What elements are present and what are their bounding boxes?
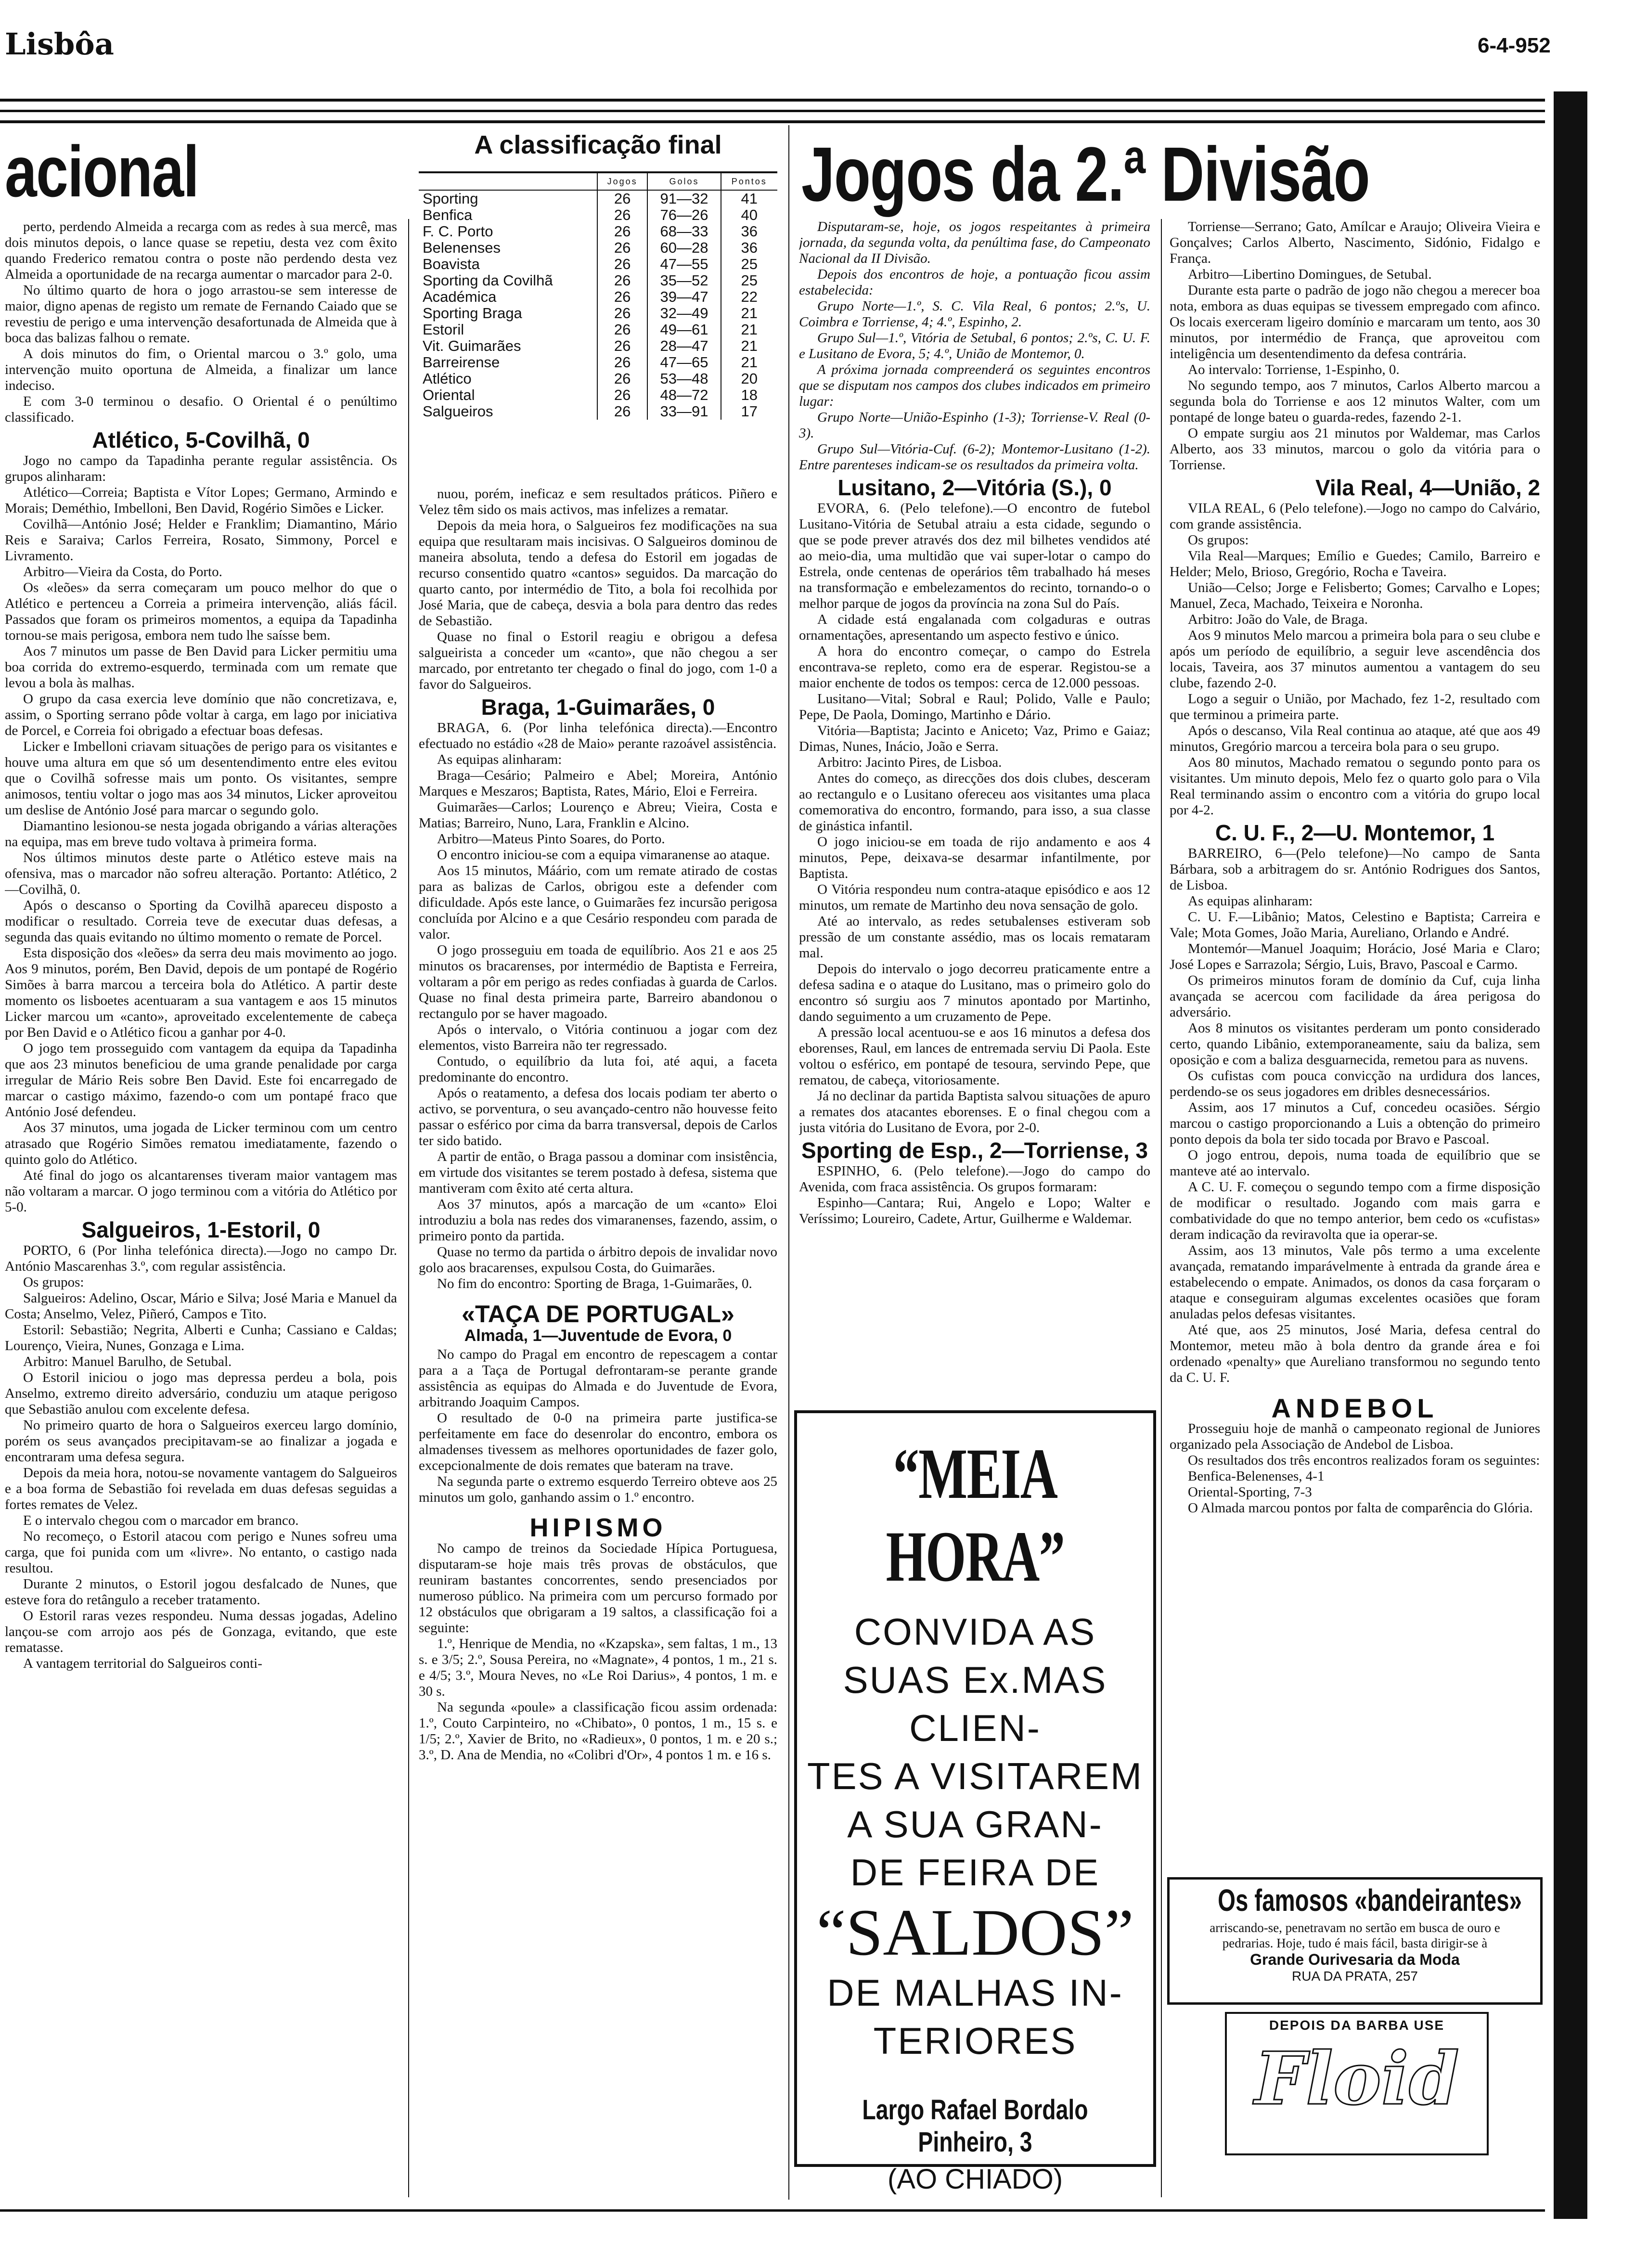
paragraph: Espinho—Cantara; Rui, Angelo e Lopo; Walter e Veríssimo; Loureiro, Cadete, Artur, Guilherme e Waldemar. [799,1195,1150,1226]
team-cell: Oriental [423,387,475,403]
heading-cuf: C. U. F., 2—U. Montemor, 1 [1215,820,1495,845]
paragraph: O jogo prosseguiu em toada de equilíbrio. Aos 21 e aos 25 minutos os bracarenses, por intermédio de Baptista e Ferreira, voltaram a pôr em perigo as redes confiadas à guarda de Carlos. Quase no final desta primeira parte, Barreiro abandonou o rectangulo por se haver magoado. [419,942,777,1021]
paragraph: Aos 7 minutos um passe de Ben David para Licker permitiu uma boa corrida do extremo-esquerdo, terminada com um remate que levou a bola às malhas. [5,644,397,691]
paragraph: EVORA, 6. (Pelo telefone).—O encontro de futebol Lusitano-Vitória de Setubal atraiu a esta cidade, segundo o que se pode prever através dos dez mil bilhetes vendidos até ao meio-dia, uma multidão que vai super-lotar o campo do Estrela, onde centenas de operários têm trabalhado há meses na transformação e embelezamentos do recinto, tornando-o o melhor parque de jogos da província na zona Sul do País. [799,501,1150,611]
paragraph: nuou, porém, ineficaz e sem resultados práticos. Piñero e Velez têm sido os mais activos, mas infelizes a rematar. [419,486,777,517]
paragraph: Arbitro—Vieira da Costa, do Porto. [23,564,222,580]
jogos-cell: 26 [597,240,648,256]
team-cell: Sporting da Covilhã [423,272,553,289]
paragraph: E com 3-0 terminou o desafio. O Oriental é o penúltimo classificado. [5,394,397,425]
paragraph: Oriental-Sporting, 7-3 [1188,1484,1312,1500]
column-2 [419,486,777,2204]
paragraph: Contudo, o equilíbrio da luta foi, até aqui, a faceta predominante do encontro. [419,1054,777,1085]
jogos-cell: 26 [597,190,648,207]
paragraph: O jogo iniciou-se em toada de rijo andamento e aos 4 minutos, Pepe, deixava-se desarmar infantilmente, por Baptista. [799,834,1150,881]
paragraph: Depois dos encontros de hoje, a pontuação ficou assim estabelecida: [799,267,1150,298]
paragraph: Aos 37 minutos, uma jogada de Licker terminou com um centro atrasado que Rogério Simões rematou imediatamente, fazendo o quinto golo do Atlético. [5,1120,397,1167]
paragraph: A partir de então, o Braga passou a dominar com insistência, em virtude dos visitantes se terem postado à defesa, sistema que mantiveram com êxito até certa altura. [419,1149,777,1196]
paragraph: Os grupos: [23,1275,84,1290]
bandeirantes-street: RUA DA PRATA, 257 [1292,1969,1418,1984]
meia-hora-address2: (AO CHIADO) [887,2164,1063,2195]
paragraph: Até final do jogo os alcantarenses tiveram maior vantagem mas não voltaram a marcar. O jogo terminou com a vitória do Atlético por 5-0. [5,1168,397,1215]
paragraph: 1.º, Henrique de Mendia, no «Kzapska», sem faltas, 1 m., 13 s. e 3/5; 2.º, Sousa Pereira, no «Magnate», 4 pontos, 1 m., 21 s. e 4/5; 3.º, Moura Neves, no «Le Roi Darius», 4 pontos, 1 m. e 30 s. [419,1636,777,1699]
paragraph: O jogo entrou, depois, numa toada de equilíbrio que se manteve até ao intervalo. [1170,1147,1540,1179]
meia-hora-ad [794,1410,1156,2195]
paragraph: Até ao intervalo, as redes setubalenses estiveram sob pressão de um constante assédio, mas os locais remataram mal. [799,914,1150,961]
paragraph: No recomeço, o Estoril atacou com perigo e Nunes sofreu uma carga, que foi punida com um «livre». No entanto, o castigo nada resultou. [5,1529,397,1576]
paragraph: perto, perdendo Almeida a recarga com as redes à sua mercê, mas dois minutos depois, o lance quase se repetiu, desta vez com êxito quando Frederico rematou contra o poste não perdendo desta vez Almeida a oportunidade de na recarga aumentar o marcador para 2-0. [5,219,397,282]
headline-right: Jogos da 2.ª Divisão [801,131,1370,217]
pontos-cell: 21 [721,322,777,338]
paragraph: O grupo da casa exercia leve domínio que não concretizava, e, assim, o Sporting serrano pôde voltar à carga, em lago por iniciativa de Porcel, e Correia foi obrigado a efectuar boas defesas. [5,691,397,738]
paragraph: Após o intervalo, o Vitória continuou a jogar com dez elementos, visto Barreira não ter regressado. [419,1022,777,1053]
paragraph: C. U. F.—Libânio; Matos, Celestino e Baptista; Carreira e Vale; Mota Gomes, João Maria, Aureliano, Orlando e André. [1170,909,1540,941]
paragraph: Prosseguiu hoje de manhã o campeonato regional de Juniores organizado pela Associação de Andebol de Lisboa. [1170,1421,1540,1452]
classification-table [419,173,777,420]
table-row [419,272,777,289]
paragraph: Aos 8 minutos os visitantes perderam um ponto considerado certo, quando Libânio, extemporaneamente, saiu da baliza, sem oposição e com a baliza desguarnecida, remetou para as nuvens. [1170,1020,1540,1068]
team-cell: Belenenses [423,239,501,256]
jogos-cell: 26 [597,289,648,305]
heading-braga: Braga, 1-Guimarães, 0 [481,695,715,720]
paragraph: O encontro iniciou-se com a equipa vimaranense ao ataque. [437,847,770,863]
table-row [419,190,777,207]
paragraph: Esta disposição dos «leões» da serra deu mais movimento ao jogo. Aos 9 minutos, porém, Ben David, depois de um pontapé de Rogério Simões à barra marcou a terceira bola do Atlético. A partir deste momento os lisboetes acentuaram a sua vantagem e aos 15 minutos Licker marcou um «canto», aproveitado excelentemente de cabeça por Ben David e o Atlético ficou a ganhar por 4-0. [5,945,397,1040]
table-row [419,354,777,371]
golos-cell: 35—52 [647,272,721,289]
paragraph: As equipas alinharam: [437,752,562,767]
paragraph: No fim do encontro: Sporting de Braga, 1-Guimarães, 0. [437,1276,752,1291]
paragraph: Grupo Norte—1.º, S. C. Vila Real, 6 pontos; 2.ºs, U. Coimbra e Torriense, 4; 4.º, Espinho, 2. [799,298,1150,330]
floid-ad [1225,2012,1489,2155]
ad-line: CONVIDA AS [854,1611,1096,1653]
team-cell: Estoril [423,321,464,338]
paragraph: A C. U. F. começou o segundo tempo com a firme disposição de modificar o resultado. Jogando com mais garra e combatividade do que no tempo anterior, bem cedo os «cufistas» deram indicação da reviravolta que ia operar-se. [1170,1179,1540,1242]
paragraph: Salgueiros: Adelino, Oscar, Mário e Silva; José Maria e Manuel da Costa; Anselmo, Velez, Piñeró, Campos e Tito. [5,1290,397,1322]
team-cell: Atlético [423,370,472,387]
pontos-cell: 18 [721,387,777,403]
paragraph: Disputaram-se, hoje, os jogos respeitantes à primeira jornada, da segunda volta, da penúltima fase, do Campeonato Nacional da II Divisão. [799,219,1150,266]
paragraph: Estoril: Sebastião; Negrita, Alberti e Cunha; Cassiano e Caldas; Lourenço, Vieira, Nunes, Gonzaga e Lima. [5,1322,397,1353]
paragraph: A próxima jornada compreenderá os seguintes encontros que se disputam nos campos dos clubes indicados em primeiro lugar: [799,362,1150,409]
paragraph: O Vitória respondeu num contra-ataque episódico e aos 12 minutos, um remate de Martinho deu nova sensação de golo. [799,882,1150,913]
jogos-cell: 26 [597,403,648,420]
meia-hora-address: Largo Rafael Bordalo Pinheiro, 3 [862,2094,1088,2158]
paragraph: Diamantino lesionou-se nesta jogada obrigando a várias alterações na equipa, mas em breve tudo voltava à primeira forma. [5,818,397,850]
ad-line: DE FEIRA DE [850,1851,1100,1894]
team-cell: Benfica [423,206,473,223]
paragraph: Durante 2 minutos, o Estoril jogou desfalcado de Nunes, que esteve fora do retângulo a receber tratamento. [5,1576,397,1608]
pontos-cell: 25 [721,272,777,289]
ad-line: TES A VISITAREM [807,1755,1144,1797]
paragraph: No campo de treinos da Sociedade Hípica Portuguesa, disputaram-se hoje mais três provas de obstáculos, que reuniram bastantes concorrentes, sendo presenciados por numeroso público. Na primeira com um percurso formado por 12 obstáculos que obrigaram a 19 saltos, a classificação foi a seguinte: [419,1541,777,1636]
paragraph: A dois minutos do fim, o Oriental marcou o 3.º golo, uma intervenção muito oportuna de Almeida, a finalizar um lance indeciso. [5,346,397,393]
paragraph: O Estoril iniciou o jogo mas depressa perdeu a bola, pois Anselmo, extremo direito adversário, conduziu um ataque perigoso que Sebastião anulou com excelente defesa. [5,1370,397,1417]
paragraph: União—Celso; Jorge e Felisberto; Gomes; Carvalho e Lopes; Manuel, Zeca, Machado, Teixeira e Noronha. [1170,580,1540,611]
col-golos: Golos [647,173,721,190]
pontos-cell: 22 [721,289,777,305]
paragraph: Os primeiros minutos foram de domínio da Cuf, cuja linha avançada se acercou com facilidade da área perigosa do adversário. [1170,973,1540,1020]
jogos-cell: 26 [597,387,648,403]
col-jogos: Jogos [597,173,648,190]
paragraph: Assim, aos 13 minutos, Vale pôs termo a uma excelente avançada, rematando imparávelmente à entrada da grande área e estabelecendo o empate. Animados, os donos da casa forçaram o ataque e conseguiram algumas excelentes ocasiões que foram anuladas pelos defesas visitantes. [1170,1243,1540,1322]
paragraph: Durante esta parte o padrão de jogo não chegou a merecer boa nota, embora as duas equipas se tivessem empregado com afinco. Os locais exerceram ligeiro domínio e marcaram um tento, aos 30 minutos, por intermédio de França, que aproveitou com inteligência um desentendimento da defesa contrária. [1170,283,1540,361]
classification-top-rule [419,171,777,173]
jogos-cell: 26 [597,256,648,272]
paragraph: A vantagem territorial do Salgueiros conti- [23,1656,262,1671]
paragraph: A pressão local acentuou-se e aos 16 minutos a defesa dos eborenses, Raul, em lances de entremada serviu Di Paola. Este voltou o esférico, em pontapé de tesoura, servindo Pepe, que rematou, de cabeça, vitoriosamente. [799,1025,1150,1088]
top-rule-1 [0,99,1545,102]
golos-cell: 48—72 [647,387,721,403]
pontos-cell: 25 [721,256,777,272]
table-row [419,403,777,420]
paragraph: BRAGA, 6. (Por linha telefónica directa).—Encontro efectuado no estádio «28 de Maio» perante razoável assistência. [419,720,777,751]
pontos-cell: 36 [721,223,777,240]
paragraph: No campo do Pragal em encontro de repescagem a contar para a a Taça de Portugal defrontaram-se perante grande assistência as equipas do Almada e do Juventude de Evora, arbitrando Joaquim Campos. [419,1347,777,1410]
paragraph: Os cufistas com pouca convicção na urdidura dos lances, perdendo-se os seus jogadores em dribles desnecessários. [1170,1068,1540,1099]
paragraph: Grupo Sul—1.º, Vitória de Setubal, 6 pontos; 2.ºs, C. U. F. e Lusitano de Evora, 5; 4.º, União de Montemor, 0. [799,330,1150,361]
paragraph: A cidade está engalanada com colgaduras e outras ornamentações, apresentando um aspecto festivo e único. [799,612,1150,643]
heading-sporting: Sporting de Esp., 2—Torriense, 3 [801,1138,1148,1163]
col-pontos: Pontos [721,173,777,190]
table-row [419,387,777,403]
heading-taca: «TAÇA DE PORTUGAL» [462,1301,734,1327]
column-divider-3 [1161,219,1162,2197]
pontos-cell: 41 [721,190,777,207]
paragraph: Grupo Sul—Vitória-Cuf. (6-2); Montemor-Lusitano (1-2). Entre parenteses indicam-se os resultados da primeira volta. [799,441,1150,473]
table-row [419,305,777,322]
paragraph: Até que, aos 25 minutos, José Maria, defesa central do Montemor, meteu mão à bola dentro da grande área e foi ordenado «penalty» que Aureliano transformou no segundo tento da C. U. F. [1170,1322,1540,1385]
paragraph: Já no declinar da partida Baptista salvou situações de apuro a remates dos atacantes eborenses. E o final chegou com a justa vitória do Lusitano de Evora, por 2-0. [799,1088,1150,1135]
paragraph: A hora do encontro começar, o campo do Estrela encontrava-se repleto, como era de esperar. Registou-se a maior enchente de todos os tempos: cerca de 12.000 pessoas. [799,644,1150,691]
paragraph: Lusitano—Vital; Sobral e Raul; Polido, Valle e Paulo; Pepe, De Paola, Domingo, Martinho e Dário. [799,691,1150,722]
paragraph: Antes do começo, as direcções dos dois clubes, desceram ao rectangulo e o Lusitano ofereceu aos visitantes uma placa comemorativa do encontro, formando, para isso, a sua classe de ginástica infantil. [799,771,1150,834]
masthead-paper: Lisbôa [5,26,114,62]
pontos-cell: 21 [721,354,777,371]
pontos-cell: 40 [721,207,777,223]
paragraph: Ao intervalo: Torriense, 1-Espinho, 0. [1188,362,1400,377]
bandeirantes-ad [1167,1877,1543,2005]
team-cell: Barreirense [423,354,500,371]
table-row [419,240,777,256]
paragraph: O resultado de 0-0 na primeira parte justifica-se perfeitamente em face do desenrolar do encontro, embora os almadenses tivessem as melhores oportunidades de fazer golo, excepcionalmente de dois remates que bateram na trave. [419,1410,777,1473]
paragraph: Logo a seguir o União, por Machado, fez 1-2, resultado com que terminou a primeira parte. [1170,691,1540,722]
table-row [419,289,777,305]
column-4 [1170,219,1540,1865]
bandeirantes-text: arriscando-se, penetravam no sertão em busca de ouro e pedrarias. Hoje, tudo é mais fácil, basta dirigir-se à [1210,1920,1500,1950]
bandeirantes-title: Os famosos «bandeirantes» [1218,1883,1522,1918]
saldos-label: “SALDOS” [816,1895,1134,1969]
paragraph: Na segunda «poule» a classificação ficou assim ordenada: 1.º, Couto Carpinteiro, no «Chibato», 0 pontos, 1 m., 15 s. e 1/5; 2.º, Xavier de Brito, no «Radieux», 0 pontos, 1 m. e 20 s.; 3.º, D. Ana de Mendia, no «Colibri d'Or», 4 pontos 1 m. e 16 s. [419,1700,777,1763]
paragraph: Quase no final o Estoril reagiu e obrigou a defesa salgueirista a conceder um «canto», que não chegou a ser marcado, por entretanto ter chegado o final do jogo, com 1-0 a favor do Salgueiros. [419,629,777,692]
paragraph: Aos 37 minutos, após a marcação de um «canto» Eloi introduziu a bola nas redes dos vimaranenses, fazendo, assim, o primeiro ponto da partida. [419,1197,777,1244]
paragraph: Aos 15 minutos, Máário, com um remate atirado de costas para as balizas de Carlos, obrigou este a defender com dificuldade. Após este lance, o Guimarães fez incursão perigosa concluída por Alcino e a que Cesário respondeu com parada de valor. [419,863,777,942]
team-cell: Salgueiros [423,403,493,420]
jogos-cell: 26 [597,354,648,371]
paragraph: O jogo tem prosseguido com vantagem da equipa da Tapadinha que aos 23 minutos beneficiou de uma grande penalidade por carga irregular de Mário Reis sobre Ben David. Este foi encarregado de marcar o castigo máximo, fazendo-o com um pontapé fraco que António José defendeu. [5,1041,397,1120]
bandeirantes-shop: Grande Ourivesaria da Moda [1250,1951,1460,1968]
heading-andebol: ANDEBOL [1271,1393,1439,1423]
paragraph: Após o descanso o Sporting da Covilhã apareceu disposto a modificar o resultado. Correia teve de executar duas defesas, a segunda das quais evitando no último momento o remate de Porcel. [5,898,397,945]
paragraph: Licker e Imbelloni criavam situações de perigo para os visitantes e houve uma altura em que só um desentendimento entre eles evitou que o Covilhã sofresse mais um ponto. Os visitantes, sempre animosos, tentiu voltar o jogo mas aos 34 minutos, Licker aproveitou um deslise de António José para marcar o segundo golo. [5,739,397,818]
paragraph: Arbitro: João do Vale, de Braga. [1188,612,1368,627]
jogos-cell: 26 [597,371,648,387]
paragraph: Na segunda parte o extremo esquerdo Terreiro obteve aos 25 minutos um golo, ganhando assim o 1.º encontro. [419,1474,777,1505]
ad-line: SUAS Ex.MAS CLIEN- [843,1659,1107,1749]
paragraph: Aos 80 minutos, Machado rematou o segundo ponto para os visitantes. Um minuto depois, Melo fez o quarto golo para o Vila Real terminando assim o encontro com a vitória do grupo local por 4-2. [1170,755,1540,818]
heading-salgueiros: Salgueiros, 1-Estoril, 0 [81,1217,321,1242]
paragraph: Arbitro—Mateus Pinto Soares, do Porto. [437,831,665,847]
pontos-cell: 17 [721,403,777,420]
paragraph: No segundo tempo, aos 7 minutos, Carlos Alberto marcou a segunda bola do Torriense e aos 12 minutos Walter, com um pontapé de longe bateu o guarda-redes, fazendo 2-1. [1170,378,1540,425]
golos-cell: 91—32 [647,190,721,207]
pontos-cell: 21 [721,305,777,322]
classification-title: A classificação final [474,130,722,159]
heading-vilareal: Vila Real, 4—União, 2 [1315,475,1540,500]
heading-hipismo: HIPISMO [529,1513,667,1542]
paragraph: Após o descanso, Vila Real continua ao ataque, até que aos 49 minutos, Gregório marcou a terceira bola para o seu grupo. [1170,723,1540,754]
table-row [419,207,777,223]
golos-cell: 47—65 [647,354,721,371]
golos-cell: 47—55 [647,256,721,272]
team-cell: Boavista [423,256,480,272]
jogos-cell: 26 [597,272,648,289]
paragraph: Torriense—Serrano; Gato, Amílcar e Araujo; Oliveira Vieira e Gonçalves; Carlos Alberto, Nascimento, Sidónio, Fidalgo e França. [1170,219,1540,266]
paragraph: O Estoril raras vezes respondeu. Numa dessas jogadas, Adelino lançou-se com arrojo aos pés de Gonzaga, evitando, que este rematasse. [5,1608,397,1655]
paragraph: No primeiro quarto de hora o Salgueiros exerceu largo domínio, porém os seus avançados precipitavam-se ao finalizar a jogada e encontraram uma defesa segura. [5,1418,397,1465]
golos-cell: 53—48 [647,371,721,387]
classification-box [419,130,777,420]
heading-lusitano: Lusitano, 2—Vitória (S.), 0 [837,475,1112,500]
column-1 [5,219,397,2192]
jogos-cell: 26 [597,305,648,322]
table-row [419,338,777,354]
top-rule-3 [0,120,1545,123]
jogos-cell: 26 [597,322,648,338]
paragraph: Depois da meia hora, o Salgueiros fez modificações na sua equipa que resultaram mais incisivas. O Salgueiros dominou de maneira absoluta, tendo a defesa do Estoril em jogadas de recurso consentido quatro «cantos» seguidos. Da marcação do quarto canto, por intermédio de Tito, a bola foi recolhida por José Maria, que de cabeça, desvia a bola para dentro das redes de Sebastião. [419,518,777,629]
golos-cell: 60—28 [647,240,721,256]
paragraph: Vila Real—Marques; Emílio e Guedes; Camilo, Barreiro e Helder; Melo, Brioso, Gregório, Rocha e Taveira. [1170,548,1540,580]
golos-cell: 32—49 [647,305,721,322]
paragraph: Arbitro: Jacinto Pires, de Lisboa. [817,755,1002,770]
table-row [419,256,777,272]
top-rule-2 [0,110,1545,112]
column-3 [799,219,1150,1398]
golos-cell: 49—61 [647,322,721,338]
paragraph: Os resultados dos três encontros realizados foram os seguintes: [1188,1453,1540,1468]
pontos-cell: 21 [721,338,777,354]
paragraph: Guimarães—Carlos; Lourenço e Abreu; Vieira, Costa e Matias; Barreiro, Nuno, Lara, Franklin e Alcino. [419,799,777,831]
golos-cell: 39—47 [647,289,721,305]
paragraph: Arbitro—Libertino Domingues, de Setubal. [1188,267,1432,282]
team-cell: F. C. Porto [423,223,493,240]
ad-line: A SUA GRAN- [847,1803,1103,1845]
paragraph: Quase no termo da partida o árbitro depois de invalidar novo golo aos bracarenses, expulsou Costa, do Guimarães. [419,1244,777,1276]
table-row [419,371,777,387]
bottom-rule [0,2209,1545,2212]
pontos-cell: 36 [721,240,777,256]
pontos-cell: 20 [721,371,777,387]
column-divider-1 [408,219,409,2197]
heading-almada: Almada, 1—Juventude de Evora, 0 [464,1327,732,1345]
paragraph: Arbitro: Manuel Barulho, de Setubal. [23,1354,232,1369]
floid-brand: Floid [1254,2036,1459,2121]
paragraph: Após o reatamento, a defesa dos locais podiam ter aberto o activo, se porventura, o seu avançado-centro não houvesse feito passar o esférico por cima da barra transversal, depois de Carlos ter sido batido. [419,1085,777,1148]
paragraph: VILA REAL, 6 (Pelo telefone).—Jogo no campo do Calvário, com grande assistência. [1170,501,1540,532]
paragraph: No último quarto de hora o jogo arrastou-se sem interesse de maior, digno apenas de registo um remate de Fernando Caiado que se revestiu de perigo e uma intervenção desafortunada de Almeida que à boca das balizas falhou o remate. [5,283,397,346]
floid-top: DEPOIS DA BARBA USE [1269,2018,1445,2033]
paragraph: PORTO, 6 (Por linha telefónica directa).—Jogo no campo Dr. António Mascarenhas 3.º, com regular assistência. [5,1243,397,1274]
jogos-cell: 26 [597,338,648,354]
jogos-cell: 26 [597,207,648,223]
golos-cell: 76—26 [647,207,721,223]
paragraph: BARREIRO, 6—(Pelo telefone)—No campo de Santa Bárbara, sob a arbitragem do sr. António Rodrigues dos Santos, de Lisboa. [1170,846,1540,893]
paragraph: Braga—Cesário; Palmeiro e Abel; Moreira, António Marques e Meszaros; Baptista, Rates, Mário, Eloi e Ferreira. [419,768,777,799]
paragraph: O Almada marcou pontos por falta de comparência do Glória. [1188,1500,1533,1516]
ad-line: DE MALHAS IN- [827,1972,1123,2014]
paragraph: Depois da meia hora, notou-se novamente vantagem do Salgueiros e a boa forma de Sebastião foi revelada em duas defesas seguidas a fortes remates de Velez. [5,1465,397,1512]
headline-left: acional [5,131,199,212]
paragraph: As equipas alinharam: [1188,893,1313,909]
golos-cell: 28—47 [647,338,721,354]
paragraph: Os «leões» da serra começaram um pouco melhor do que o Atlético e pertenceu a Correia a primeira intervenção, aliás fácil. Passados que foram os primeiros momentos, a equipa da Tapadinha tornou-se mais perigosa, embora nem tudo lhe saísse bem. [5,580,397,643]
paragraph: Grupo Norte—União-Espinho (1-3); Torriense-V. Real (0-3). [799,410,1150,441]
paragraph: Vitória—Baptista; Jacinto e Aniceto; Vaz, Primo e Gaiaz; Dimas, Nunes, Inácio, João e Serra. [799,723,1150,754]
right-edge-bar [1554,91,1587,2219]
golos-cell: 68—33 [647,223,721,240]
team-cell: Vit. Guimarães [423,337,521,354]
jogos-cell: 26 [597,223,648,240]
paragraph: Assim, aos 17 minutos a Cuf, concedeu ocasiões. Sérgio marcou o castigo proporcionando a Luis a obtenção do primeiro ponto depois da bola ter sido tocada por Bravo e Pascoal. [1170,1100,1540,1147]
paragraph: E o intervalo chegou com o marcador em branco. [23,1513,299,1528]
paragraph: Atlético—Correia; Baptista e Vítor Lopes; Germano, Armindo e Morais; Deméthio, Imbelloni, Ben David, Rogério Simões e Licker. [5,485,397,516]
heading-atletico: Atlético, 5-Covilhã, 0 [92,427,310,452]
paragraph: Jogo no campo da Tapadinha perante regular assistência. Os grupos alinharam: [5,453,397,484]
paragraph: Benfica-Belenenses, 4-1 [1188,1469,1325,1484]
team-cell: Sporting Braga [423,305,522,322]
golos-cell: 33—91 [647,403,721,420]
paragraph: Nos últimos minutos deste parte o Atlético esteve mais na ofensiva, mas o marcador não sofreu alteração. Portanto: Atlético, 2—Covilhã, 0. [5,850,397,897]
ad-line: TERIORES [873,2020,1077,2062]
paragraph: Os grupos: [1188,532,1249,548]
meia-hora-brand: “MEIA HORA” [886,1434,1065,1597]
paragraph: O empate surgiu aos 21 minutos por Waldemar, mas Carlos Alberto, aos 33 minutos, marcou o golo da vitória para o Torriense. [1170,425,1540,473]
team-cell: Sporting [423,190,478,207]
paragraph: Depois do intervalo o jogo decorreu praticamente entre a defesa sadina e o ataque do Lusitano, mas o primeiro golo do encontro só surgiu aos 7 minutos apontado por Martinho, dando seguimento a um cruzamento de Pepe. [799,961,1150,1024]
table-row [419,322,777,338]
paragraph: ESPINHO, 6. (Pelo telefone).—Jogo do campo do Avenida, com fraca assistência. Os grupos formaram: [799,1163,1150,1195]
paragraph: Montemór—Manuel Joaquim; Horácio, José Maria e Claro; José Lopes e Sarrazola; Sérgio, Luis, Bravo, Pascoal e Carmo. [1170,941,1540,972]
paragraph: Covilhã—António José; Helder e Franklim; Diamantino, Mário Reis e Saraiva; Carlos Ferreira, Rosato, Simmony, Porcel e Livramento. [5,516,397,564]
masthead-date: 6-4-952 [1478,34,1551,57]
paragraph: Aos 9 minutos Melo marcou a primeira bola para o seu clube e após um período de equilíbrio, a seguir leve ascendência dos locais, Taveira, aos 37 minutos aumentou a vantagem do seu clube, fazendo 2-0. [1170,628,1540,691]
team-cell: Académica [423,288,497,305]
table-row [419,223,777,240]
column-divider-2 [788,125,789,2200]
